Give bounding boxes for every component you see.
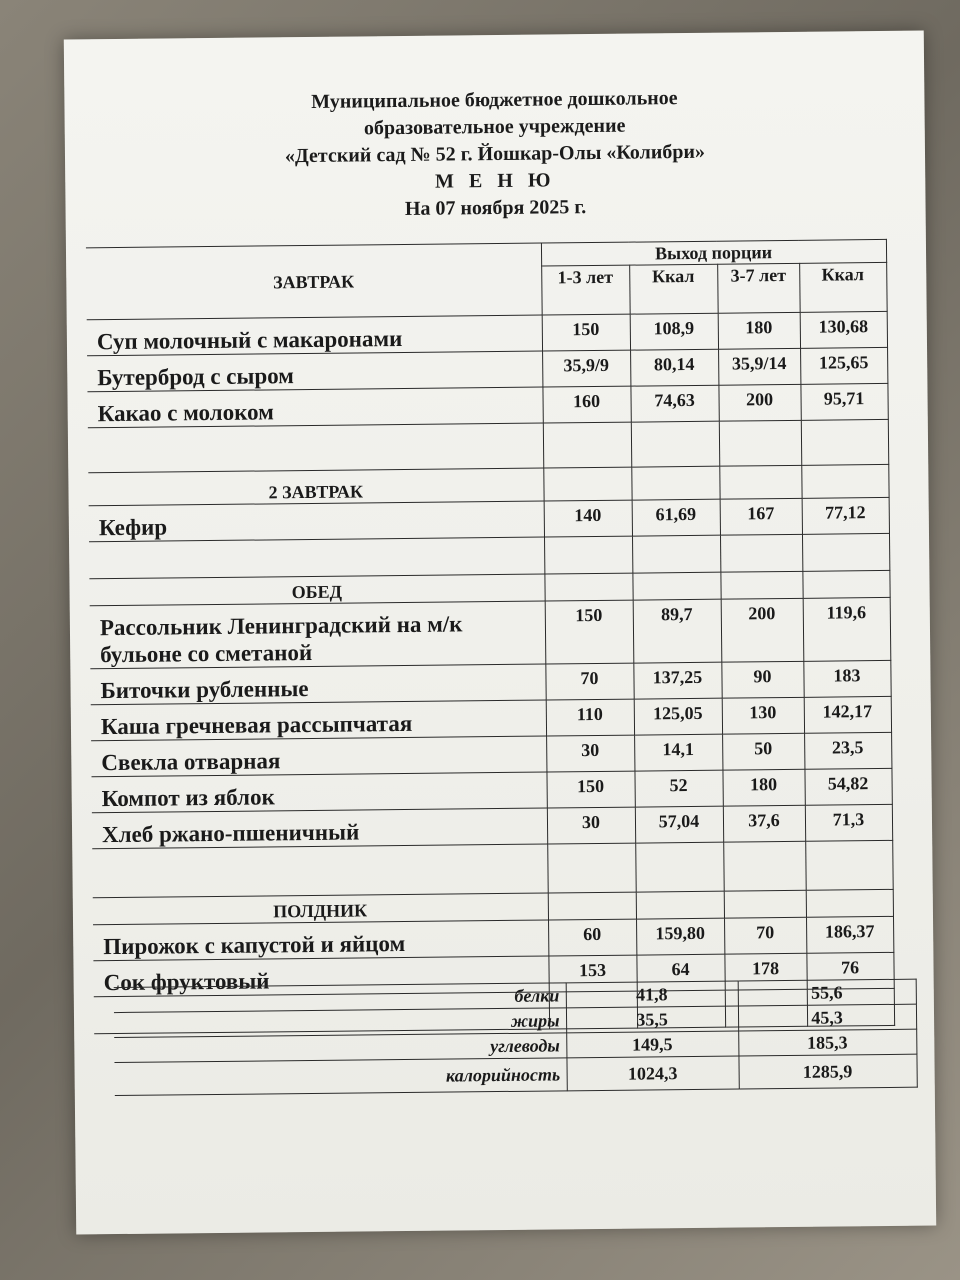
kcal-1-3: 80,14 xyxy=(630,349,718,386)
menu-table xyxy=(86,239,895,1034)
portion-1-3: 110 xyxy=(546,699,634,736)
institution-line-3: «Детский сад № 52 г. Йошкар-Олы «Колибри» xyxy=(284,140,706,168)
institution-line-2: образовательное учреждение xyxy=(363,114,626,140)
total-1-3: 1024,3 xyxy=(566,1056,738,1091)
dish-name: Рассольник Ленинградский на м/к бульоне со сметаной xyxy=(90,601,546,669)
menu-title: М Е Н Ю xyxy=(435,169,556,193)
portion-3-7: 70 xyxy=(724,917,806,954)
kcal-3-7: 125,65 xyxy=(800,347,887,384)
total-3-7: 185,3 xyxy=(738,1029,916,1056)
col-kcal-1: Ккал xyxy=(629,264,718,314)
kcal-3-7: 23,5 xyxy=(804,732,891,769)
dish-name: Каша гречневая рассыпчатая xyxy=(91,700,546,741)
kcal-3-7: 183 xyxy=(803,660,890,697)
portion-3-7: 200 xyxy=(721,598,804,662)
col-1-3-years: 1-3 лет xyxy=(541,265,630,315)
section-snack: ПОЛДНИК xyxy=(93,893,548,925)
kcal-1-3: 57,04 xyxy=(635,806,723,843)
total-3-7: 55,6 xyxy=(738,979,916,1006)
blank-row xyxy=(92,840,893,897)
kcal-3-7: 71,3 xyxy=(805,804,892,841)
total-1-3: 149,5 xyxy=(566,1031,738,1058)
total-3-7: 1285,9 xyxy=(738,1054,916,1089)
kcal-1-3: 159,80 xyxy=(636,918,724,955)
kcal-1-3: 61,69 xyxy=(632,499,720,536)
total-label: жиры xyxy=(114,1008,566,1038)
dish-name: Бутерброд с сыром xyxy=(87,351,542,392)
kcal-1-3: 74,63 xyxy=(630,385,718,422)
menu-sheet xyxy=(64,31,936,1235)
dish-name: Пирожок с капустой и яйцом xyxy=(93,920,548,961)
kcal-3-7: 54,82 xyxy=(804,768,891,805)
portion-header: Выход порции xyxy=(541,239,886,266)
portion-1-3: 150 xyxy=(542,314,630,351)
kcal-1-3: 89,7 xyxy=(633,599,722,663)
kcal-1-3: 125,05 xyxy=(634,698,722,735)
portion-1-3: 35,9/9 xyxy=(542,350,630,387)
kcal-3-7: 119,6 xyxy=(803,597,891,661)
dish-name: Какао с молоком xyxy=(87,387,542,428)
dish-name: Биточки рубленные xyxy=(90,664,545,705)
portion-3-7: 178 xyxy=(724,953,806,990)
portion-1-3: 140 xyxy=(544,500,632,537)
kcal-3-7: 76 xyxy=(806,952,893,989)
total-label: белки xyxy=(114,983,566,1013)
portion-3-7: 35,9/14 xyxy=(718,348,800,385)
table-row xyxy=(90,597,891,668)
section-breakfast: ЗАВТРАК xyxy=(86,243,542,320)
portion-1-3: 153 xyxy=(548,955,636,992)
kcal-3-7: 186,37 xyxy=(806,916,893,953)
portion-1-3: 30 xyxy=(547,807,635,844)
total-3-7: 45,3 xyxy=(738,1004,916,1031)
portion-1-3: 70 xyxy=(545,663,633,700)
dish-name: Хлеб ржано-пшеничный xyxy=(92,808,547,849)
portion-3-7: 37,6 xyxy=(723,805,805,842)
total-label: калорийность xyxy=(114,1058,566,1096)
institution-line-1: Муниципальное бюджетное дошкольное xyxy=(311,87,678,113)
menu-date: На 07 ноября 2025 г. xyxy=(404,196,587,220)
kcal-1-3: 14,1 xyxy=(634,734,722,771)
col-3-7-years: 3-7 лет xyxy=(717,263,800,313)
section-breakfast-2: 2 ЗАВТРАК xyxy=(88,468,543,506)
portion-3-7: 167 xyxy=(720,498,802,535)
document-header xyxy=(64,83,925,227)
kcal-1-3: 52 xyxy=(634,770,722,807)
portion-1-3: 150 xyxy=(546,771,634,808)
dish-name: Компот из яблок xyxy=(91,772,546,813)
kcal-1-3: 137,25 xyxy=(633,662,721,699)
dish-name: Сок фруктовый xyxy=(93,956,548,997)
portion-3-7: 180 xyxy=(718,312,800,349)
portion-1-3: 60 xyxy=(548,919,636,956)
col-kcal-2: Ккал xyxy=(799,262,887,312)
total-1-3: 35,5 xyxy=(566,1006,738,1033)
portion-1-3: 150 xyxy=(545,600,634,664)
total-1-3: 41,8 xyxy=(566,981,738,1008)
nutrition-totals-table xyxy=(114,979,918,1096)
dish-name: Суп молочный с макаронами xyxy=(87,315,542,356)
total-label: углеводы xyxy=(114,1033,566,1063)
kcal-1-3: 108,9 xyxy=(630,313,718,350)
dish-name: Кефир xyxy=(89,501,544,542)
kcal-3-7: 95,71 xyxy=(800,383,887,420)
portion-3-7: 130 xyxy=(722,697,804,734)
kcal-3-7: 130,68 xyxy=(800,311,887,348)
portion-1-3: 160 xyxy=(542,386,630,423)
kcal-3-7: 142,17 xyxy=(804,696,891,733)
portion-3-7: 180 xyxy=(722,769,804,806)
portion-1-3: 30 xyxy=(546,735,634,772)
portion-3-7: 50 xyxy=(722,733,804,770)
portion-3-7: 200 xyxy=(718,384,800,421)
kcal-1-3: 64 xyxy=(636,954,724,991)
portion-3-7: 90 xyxy=(721,661,803,698)
kcal-3-7: 77,12 xyxy=(802,497,889,534)
totals-row xyxy=(114,1054,916,1095)
section-lunch: ОБЕД xyxy=(89,574,544,606)
dish-name: Свекла отварная xyxy=(91,736,546,777)
